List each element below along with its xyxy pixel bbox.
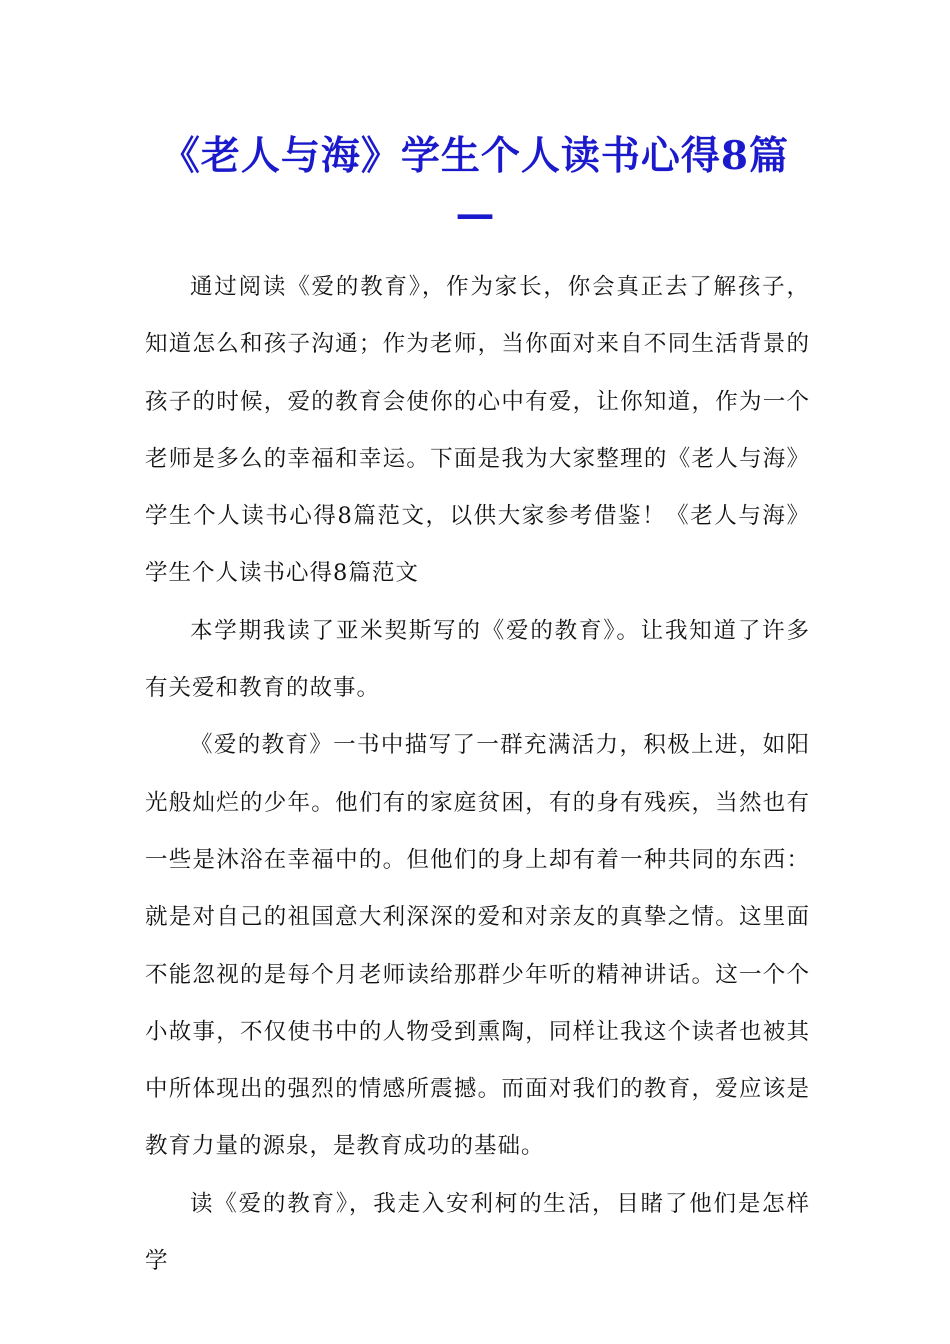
document-title: 《老人与海》学生个人读书心得8篇: [160, 133, 790, 179]
paragraph-4: 读《爱的教育》，我走入安利柯的生活，目睹了他们是怎样学: [145, 1190, 810, 1275]
paragraph-intro: 通过阅读《爱的教育》，作为家长，你会真正去了解孩子，知道怎么和孩子沟通；作为老师，当你面对来自不同生活背景的孩子的时候，爱的教育会使你的心中有爱，让你知道，作为一个老师是多么的幸福和幸运。下面是我为大家整理的《老人与海》学生个人读书心得8篇范文，以供大家参考借鉴！《老人与海》学生个人读书心得8篇范文: [145, 274, 810, 587]
paragraph-2: 本学期我读了亚米契斯写的《爱的教育》。让我知道了许多有关爱和教育的故事。: [145, 617, 810, 702]
document-body: [145, 259, 810, 1290]
paragraph-3: 《爱的教育》一书中描写了一群充满活力，积极上进，如阳光般灿烂的少年。他们有的家庭贫困，有的身有残疾，当然也有一些是沐浴在幸福中的。但他们的身上却有着一种共同的东西：就是对自己的祖国意大利深深的爱和对亲友的真挚之情。这里面不能忽视的是每个月老师读给那群少年听的精神讲话。这一个个小故事，不仅使书中的人物受到熏陶，同样让我这个读者也被其中所体现出的强烈的情感所震撼。而面对我们的教育，爱应该是教育力量的源泉，是教育成功的基础。: [145, 732, 810, 1160]
title-dash: —: [455, 191, 495, 237]
